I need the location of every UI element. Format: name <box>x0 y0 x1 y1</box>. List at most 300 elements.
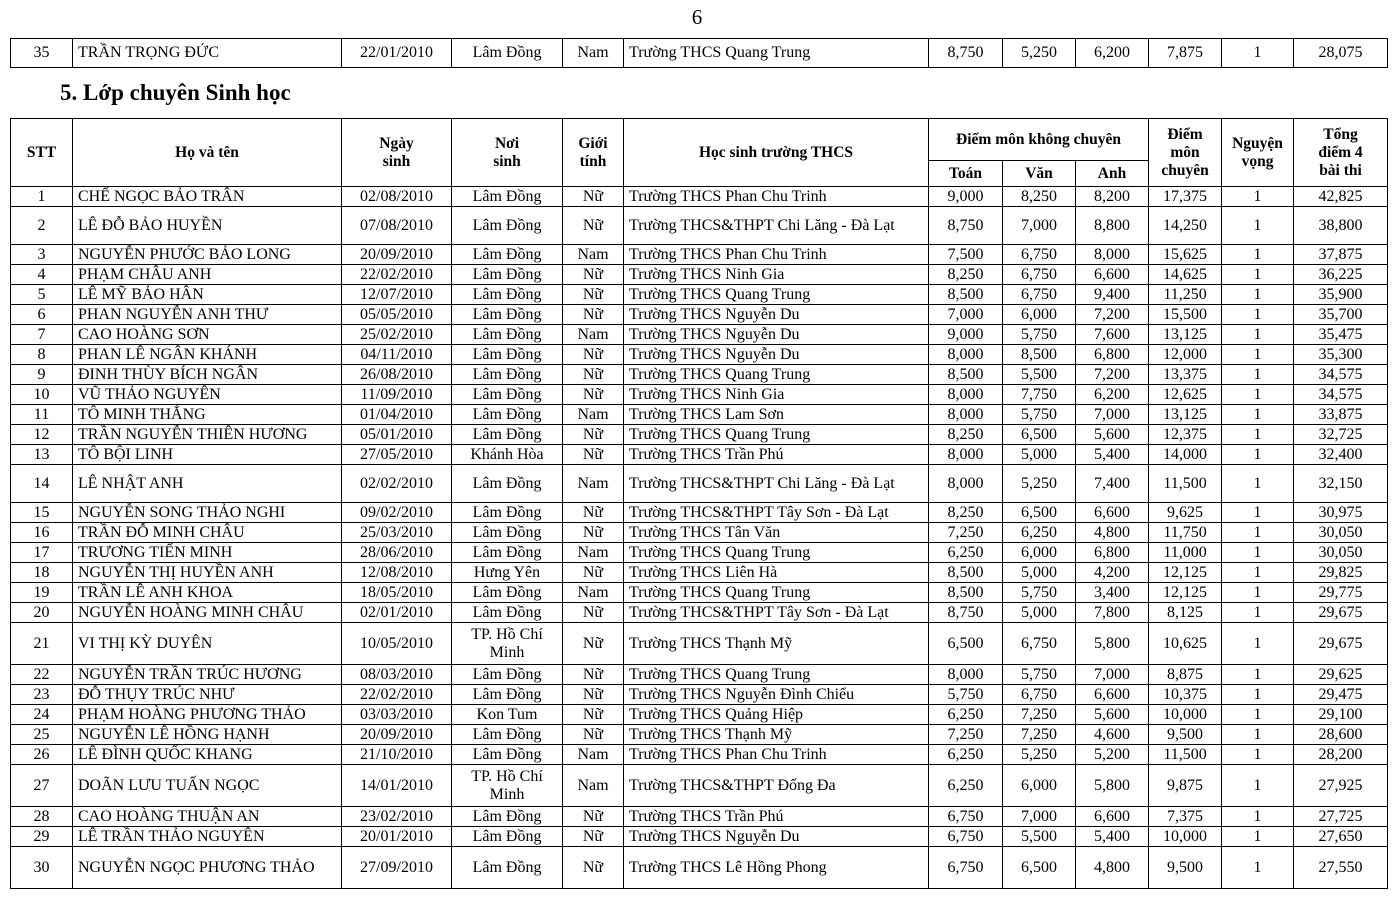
cell-stt: 28 <box>11 807 73 827</box>
table-row <box>11 725 1388 745</box>
cell-name: LÊ TRẦN THẢO NGUYÊN <box>73 827 342 847</box>
cell-school: Trường THCS Nguyễn Du <box>624 305 929 325</box>
cell-birthplace: Lâm Đồng <box>452 503 563 523</box>
cell-stt: 6 <box>11 305 73 325</box>
cell-dob: 12/07/2010 <box>342 285 452 305</box>
table-row <box>11 705 1388 725</box>
cell-math: 8,000 <box>929 385 1003 405</box>
cell-stt: 17 <box>11 543 73 563</box>
cell-gender: Nữ <box>563 305 624 325</box>
cell-total: 27,925 <box>1294 765 1388 807</box>
cell-aspiration: 1 <box>1222 523 1294 543</box>
cell-specialized-score: 15,500 <box>1149 305 1222 325</box>
cell-literature: 6,000 <box>1003 765 1076 807</box>
cell-gender: Nữ <box>563 523 624 543</box>
cell-english: 7,800 <box>1076 603 1149 623</box>
cell-dob: 28/06/2010 <box>342 543 452 563</box>
cell-aspiration: 1 <box>1222 265 1294 285</box>
cell-english: 6,600 <box>1076 807 1149 827</box>
table-row <box>11 623 1388 665</box>
cell-stt: 2 <box>11 207 73 245</box>
cell-stt: 10 <box>11 385 73 405</box>
cell-specialized-score: 8,125 <box>1149 603 1222 623</box>
cell-dob: 26/08/2010 <box>342 365 452 385</box>
cell-name: NGUYỄN SONG THẢO NGHI <box>73 503 342 523</box>
cell-gender: Nam <box>563 583 624 603</box>
cell-math: 6,750 <box>929 827 1003 847</box>
cell-name: LÊ NHẬT ANH <box>73 465 342 503</box>
cell-gender: Nữ <box>563 725 624 745</box>
cell-gender: Nam <box>563 245 624 265</box>
cell-school: Trường THCS Quảng Hiệp <box>624 705 929 725</box>
cell-name: DOÃN LƯU TUẤN NGỌC <box>73 765 342 807</box>
cell-total: 29,475 <box>1294 685 1388 705</box>
cell-aspiration: 1 <box>1222 705 1294 725</box>
cell-stt: 1 <box>11 187 73 207</box>
cell-aspiration: 1 <box>1222 245 1294 265</box>
cell-english: 6,600 <box>1076 265 1149 285</box>
cell-total: 27,725 <box>1294 807 1388 827</box>
cell-dob: 02/01/2010 <box>342 603 452 623</box>
cell-birthplace: TP. Hồ Chí Minh <box>452 765 563 807</box>
cell-birthplace: Lâm Đồng <box>452 207 563 245</box>
cell-math: 6,750 <box>929 807 1003 827</box>
cell-stt: 35 <box>11 39 73 68</box>
cell-literature: 7,250 <box>1003 705 1076 725</box>
cell-name: TRƯƠNG TIẾN MINH <box>73 543 342 563</box>
cell-math: 8,750 <box>929 207 1003 245</box>
cell-literature: 5,000 <box>1003 603 1076 623</box>
cell-specialized-score: 17,375 <box>1149 187 1222 207</box>
cell-birthplace: Lâm Đồng <box>452 603 563 623</box>
cell-specialized-score: 11,500 <box>1149 465 1222 503</box>
cell-birthplace: Lâm Đồng <box>452 385 563 405</box>
cell-gender: Nữ <box>563 365 624 385</box>
cell-gender: Nữ <box>563 847 624 889</box>
cell-english: 5,800 <box>1076 623 1149 665</box>
table-row <box>11 827 1388 847</box>
cell-dob: 20/09/2010 <box>342 725 452 745</box>
cell-school: Trường THCS Quang Trung <box>624 665 929 685</box>
cell-math: 6,750 <box>929 847 1003 889</box>
cell-school: Trường THCS Nguyễn Du <box>624 325 929 345</box>
header-dob: Ngày sinh <box>342 119 452 187</box>
cell-specialized-score: 12,000 <box>1149 345 1222 365</box>
cell-birthplace: Lâm Đồng <box>452 365 563 385</box>
cell-english: 6,600 <box>1076 503 1149 523</box>
cell-english: 5,800 <box>1076 765 1149 807</box>
cell-specialized-score: 13,125 <box>1149 405 1222 425</box>
cell-gender: Nữ <box>563 705 624 725</box>
cell-specialized-score: 12,125 <box>1149 583 1222 603</box>
cell-total: 30,050 <box>1294 543 1388 563</box>
cell-gender: Nam <box>563 325 624 345</box>
cell-english: 5,600 <box>1076 705 1149 725</box>
cell-literature: 7,250 <box>1003 725 1076 745</box>
cell-dob: 08/03/2010 <box>342 665 452 685</box>
cell-gender: Nữ <box>563 665 624 685</box>
header-gender: Giới tính <box>563 119 624 187</box>
table-body <box>11 187 1388 889</box>
cell-gender: Nam <box>563 543 624 563</box>
cell-total: 28,075 <box>1294 39 1388 68</box>
cell-math: 6,250 <box>929 705 1003 725</box>
cell-birthplace: Lâm Đồng <box>452 583 563 603</box>
cell-birthplace: Lâm Đồng <box>452 405 563 425</box>
table-row <box>11 187 1388 207</box>
cell-math: 8,250 <box>929 265 1003 285</box>
cell-specialized-score: 12,375 <box>1149 425 1222 445</box>
cell-total: 32,150 <box>1294 465 1388 503</box>
cell-school: Trường THCS Nguyễn Du <box>624 345 929 365</box>
cell-dob: 20/01/2010 <box>342 827 452 847</box>
cell-dob: 02/02/2010 <box>342 465 452 503</box>
cell-name: TÔ MINH THẮNG <box>73 405 342 425</box>
cell-aspiration: 1 <box>1222 405 1294 425</box>
cell-specialized-score: 7,875 <box>1149 39 1222 68</box>
cell-dob: 14/01/2010 <box>342 765 452 807</box>
cell-math: 7,500 <box>929 245 1003 265</box>
cell-birthplace: Lâm Đồng <box>452 745 563 765</box>
cell-aspiration: 1 <box>1222 465 1294 503</box>
previous-table-body <box>11 39 1388 68</box>
cell-english: 4,200 <box>1076 563 1149 583</box>
cell-english: 6,200 <box>1076 385 1149 405</box>
cell-birthplace: Kon Tum <box>452 705 563 725</box>
cell-stt: 9 <box>11 365 73 385</box>
cell-dob: 05/01/2010 <box>342 425 452 445</box>
cell-math: 8,750 <box>929 603 1003 623</box>
cell-math: 8,000 <box>929 445 1003 465</box>
cell-total: 29,625 <box>1294 665 1388 685</box>
cell-literature: 6,500 <box>1003 503 1076 523</box>
cell-aspiration: 1 <box>1222 207 1294 245</box>
cell-dob: 21/10/2010 <box>342 745 452 765</box>
cell-math: 8,000 <box>929 405 1003 425</box>
cell-dob: 07/08/2010 <box>342 207 452 245</box>
cell-english: 3,400 <box>1076 583 1149 603</box>
cell-stt: 14 <box>11 465 73 503</box>
cell-total: 27,650 <box>1294 827 1388 847</box>
cell-literature: 8,500 <box>1003 345 1076 365</box>
cell-dob: 25/02/2010 <box>342 325 452 345</box>
cell-aspiration: 1 <box>1222 305 1294 325</box>
cell-dob: 09/02/2010 <box>342 503 452 523</box>
cell-specialized-score: 13,125 <box>1149 325 1222 345</box>
page-number: 6 <box>691 5 703 29</box>
cell-specialized-score: 13,375 <box>1149 365 1222 385</box>
cell-aspiration: 1 <box>1222 685 1294 705</box>
cell-literature: 6,000 <box>1003 543 1076 563</box>
cell-school: Trường THCS&THPT Chi Lăng - Đà Lạt <box>624 207 929 245</box>
cell-aspiration: 1 <box>1222 745 1294 765</box>
cell-aspiration: 1 <box>1222 325 1294 345</box>
cell-gender: Nữ <box>563 563 624 583</box>
cell-math: 7,250 <box>929 725 1003 745</box>
cell-name: TRẦN NGUYỄN THIÊN HƯƠNG <box>73 425 342 445</box>
table-row <box>11 207 1388 245</box>
cell-aspiration: 1 <box>1222 665 1294 685</box>
cell-total: 32,725 <box>1294 425 1388 445</box>
header-aspiration: Nguyện vọng <box>1222 119 1294 187</box>
cell-specialized-score: 8,875 <box>1149 665 1222 685</box>
cell-literature: 8,250 <box>1003 187 1076 207</box>
cell-literature: 5,750 <box>1003 583 1076 603</box>
cell-aspiration: 1 <box>1222 503 1294 523</box>
cell-name: NGUYỄN LÊ HỒNG HẠNH <box>73 725 342 745</box>
table-row <box>11 265 1388 285</box>
cell-english: 4,800 <box>1076 523 1149 543</box>
cell-literature: 6,250 <box>1003 523 1076 543</box>
cell-specialized-score: 14,250 <box>1149 207 1222 245</box>
cell-school: Trường THCS Quang Trung <box>624 39 929 68</box>
cell-specialized-score: 11,750 <box>1149 523 1222 543</box>
cell-total: 35,475 <box>1294 325 1388 345</box>
cell-gender: Nữ <box>563 265 624 285</box>
table-row <box>11 563 1388 583</box>
cell-name: PHẠM CHÂU ANH <box>73 265 342 285</box>
cell-birthplace: Lâm Đồng <box>452 827 563 847</box>
cell-birthplace: Lâm Đồng <box>452 187 563 207</box>
cell-math: 7,000 <box>929 305 1003 325</box>
cell-literature: 5,000 <box>1003 445 1076 465</box>
cell-aspiration: 1 <box>1222 807 1294 827</box>
cell-aspiration: 1 <box>1222 445 1294 465</box>
cell-gender: Nữ <box>563 285 624 305</box>
cell-birthplace: Lâm Đồng <box>452 305 563 325</box>
table-row <box>11 285 1388 305</box>
cell-school: Trường THCS Quang Trung <box>624 365 929 385</box>
cell-stt: 25 <box>11 725 73 745</box>
cell-name: NGUYỄN NGỌC PHƯƠNG THẢO <box>73 847 342 889</box>
table-row <box>11 847 1388 889</box>
cell-stt: 29 <box>11 827 73 847</box>
cell-stt: 8 <box>11 345 73 365</box>
cell-literature: 5,500 <box>1003 827 1076 847</box>
table-row <box>11 39 1388 68</box>
table-row <box>11 405 1388 425</box>
table-row <box>11 245 1388 265</box>
cell-specialized-score: 12,125 <box>1149 563 1222 583</box>
cell-math: 8,250 <box>929 425 1003 445</box>
section-title: 5. Lớp chuyên Sinh học <box>60 80 291 105</box>
cell-math: 7,250 <box>929 523 1003 543</box>
cell-school: Trường THCS Ninh Gia <box>624 385 929 405</box>
cell-specialized-score: 10,375 <box>1149 685 1222 705</box>
cell-aspiration: 1 <box>1222 425 1294 445</box>
cell-birthplace: Lâm Đồng <box>452 425 563 445</box>
cell-birthplace: Lâm Đồng <box>452 685 563 705</box>
cell-dob: 11/09/2010 <box>342 385 452 405</box>
cell-total: 32,400 <box>1294 445 1388 465</box>
cell-specialized-score: 11,500 <box>1149 745 1222 765</box>
cell-literature: 5,750 <box>1003 325 1076 345</box>
cell-dob: 27/05/2010 <box>342 445 452 465</box>
cell-literature: 7,750 <box>1003 385 1076 405</box>
cell-stt: 3 <box>11 245 73 265</box>
table-row <box>11 583 1388 603</box>
cell-english: 5,400 <box>1076 445 1149 465</box>
cell-gender: Nữ <box>563 827 624 847</box>
header-total: Tổng điểm 4 bài thi <box>1294 119 1388 187</box>
cell-stt: 24 <box>11 705 73 725</box>
cell-total: 30,975 <box>1294 503 1388 523</box>
cell-name: CAO HOÀNG THUẬN AN <box>73 807 342 827</box>
cell-specialized-score: 10,625 <box>1149 623 1222 665</box>
cell-literature: 5,750 <box>1003 405 1076 425</box>
cell-name: VI THỊ KỲ DUYÊN <box>73 623 342 665</box>
cell-aspiration: 1 <box>1222 365 1294 385</box>
cell-literature: 6,750 <box>1003 285 1076 305</box>
cell-gender: Nam <box>563 765 624 807</box>
table-row <box>11 365 1388 385</box>
cell-birthplace: Lâm Đồng <box>452 345 563 365</box>
cell-math: 6,500 <box>929 623 1003 665</box>
table-row <box>11 465 1388 503</box>
cell-school: Trường THCS Thạnh Mỹ <box>624 725 929 745</box>
cell-stt: 27 <box>11 765 73 807</box>
cell-name: TÔ BỘI LINH <box>73 445 342 465</box>
cell-math: 8,500 <box>929 365 1003 385</box>
cell-aspiration: 1 <box>1222 827 1294 847</box>
table-row <box>11 807 1388 827</box>
cell-birthplace: Lâm Đồng <box>452 807 563 827</box>
table-header <box>11 119 1388 187</box>
cell-math: 8,500 <box>929 563 1003 583</box>
table-row <box>11 325 1388 345</box>
cell-math: 5,750 <box>929 685 1003 705</box>
cell-dob: 27/09/2010 <box>342 847 452 889</box>
table-row <box>11 425 1388 445</box>
cell-name: NGUYỄN HOÀNG MINH CHÂU <box>73 603 342 623</box>
cell-english: 6,800 <box>1076 543 1149 563</box>
cell-aspiration: 1 <box>1222 603 1294 623</box>
cell-dob: 22/02/2010 <box>342 685 452 705</box>
cell-gender: Nữ <box>563 685 624 705</box>
cell-total: 29,825 <box>1294 563 1388 583</box>
cell-stt: 15 <box>11 503 73 523</box>
header-birthplace: Nơi sinh <box>452 119 563 187</box>
cell-gender: Nữ <box>563 425 624 445</box>
cell-dob: 22/02/2010 <box>342 265 452 285</box>
cell-name: LÊ ĐỖ BẢO HUYỀN <box>73 207 342 245</box>
cell-school: Trường THCS Quang Trung <box>624 583 929 603</box>
cell-gender: Nam <box>563 405 624 425</box>
cell-school: Trường THCS Liên Hà <box>624 563 929 583</box>
cell-name: VŨ THẢO NGUYÊN <box>73 385 342 405</box>
cell-math: 8,750 <box>929 39 1003 68</box>
cell-school: Trường THCS Quang Trung <box>624 285 929 305</box>
cell-total: 35,900 <box>1294 285 1388 305</box>
cell-aspiration: 1 <box>1222 385 1294 405</box>
cell-literature: 6,000 <box>1003 305 1076 325</box>
cell-name: PHAN NGUYỄN ANH THƯ <box>73 305 342 325</box>
cell-specialized-score: 7,375 <box>1149 807 1222 827</box>
cell-literature: 6,500 <box>1003 847 1076 889</box>
header-math: Toán <box>929 161 1003 187</box>
cell-total: 29,675 <box>1294 603 1388 623</box>
cell-gender: Nữ <box>563 807 624 827</box>
cell-birthplace: Lâm Đồng <box>452 325 563 345</box>
cell-aspiration: 1 <box>1222 39 1294 68</box>
cell-school: Trường THCS Trần Phú <box>624 445 929 465</box>
cell-literature: 5,250 <box>1003 39 1076 68</box>
cell-total: 30,050 <box>1294 523 1388 543</box>
cell-english: 8,800 <box>1076 207 1149 245</box>
cell-specialized-score: 12,625 <box>1149 385 1222 405</box>
cell-english: 4,600 <box>1076 725 1149 745</box>
table-row <box>11 345 1388 365</box>
cell-school: Trường THCS Trần Phú <box>624 807 929 827</box>
cell-name: CAO HOÀNG SƠN <box>73 325 342 345</box>
cell-total: 35,700 <box>1294 305 1388 325</box>
header-specialized-score: Điểm môn chuyên <box>1149 119 1222 187</box>
cell-school: Trường THCS Nguyễn Du <box>624 827 929 847</box>
header-stt: STT <box>11 119 73 187</box>
table-row <box>11 765 1388 807</box>
cell-total: 27,550 <box>1294 847 1388 889</box>
cell-stt: 7 <box>11 325 73 345</box>
cell-literature: 6,750 <box>1003 245 1076 265</box>
cell-english: 5,200 <box>1076 745 1149 765</box>
cell-total: 37,875 <box>1294 245 1388 265</box>
cell-name: TRẦN TRỌNG ĐỨC <box>73 39 342 68</box>
cell-total: 28,200 <box>1294 745 1388 765</box>
cell-name: TRẦN ĐỖ MINH CHÂU <box>73 523 342 543</box>
cell-dob: 12/08/2010 <box>342 563 452 583</box>
cell-stt: 23 <box>11 685 73 705</box>
table-row <box>11 745 1388 765</box>
cell-gender: Nữ <box>563 385 624 405</box>
cell-stt: 4 <box>11 265 73 285</box>
cell-stt: 13 <box>11 445 73 465</box>
cell-math: 6,250 <box>929 543 1003 563</box>
cell-name: PHAN LÊ NGÂN KHÁNH <box>73 345 342 365</box>
results-table <box>10 118 1388 889</box>
cell-birthplace: Lâm Đồng <box>452 285 563 305</box>
cell-aspiration: 1 <box>1222 285 1294 305</box>
cell-birthplace: Lâm Đồng <box>452 245 563 265</box>
cell-aspiration: 1 <box>1222 623 1294 665</box>
header-non-specialized: Điểm môn không chuyên <box>929 119 1149 161</box>
cell-aspiration: 1 <box>1222 725 1294 745</box>
cell-dob: 23/02/2010 <box>342 807 452 827</box>
cell-stt: 18 <box>11 563 73 583</box>
header-english: Anh <box>1076 161 1149 187</box>
cell-dob: 05/05/2010 <box>342 305 452 325</box>
cell-school: Trường THCS Thạnh Mỹ <box>624 623 929 665</box>
cell-gender: Nam <box>563 465 624 503</box>
table-row <box>11 685 1388 705</box>
cell-birthplace: Lâm Đồng <box>452 543 563 563</box>
cell-literature: 6,750 <box>1003 623 1076 665</box>
cell-dob: 25/03/2010 <box>342 523 452 543</box>
cell-english: 8,200 <box>1076 187 1149 207</box>
cell-literature: 5,250 <box>1003 465 1076 503</box>
cell-specialized-score: 9,875 <box>1149 765 1222 807</box>
cell-math: 6,250 <box>929 765 1003 807</box>
cell-total: 36,225 <box>1294 265 1388 285</box>
cell-birthplace: Lâm Đồng <box>452 665 563 685</box>
cell-specialized-score: 11,250 <box>1149 285 1222 305</box>
cell-birthplace: Lâm Đồng <box>452 847 563 889</box>
cell-name: LÊ MỸ BẢO HÂN <box>73 285 342 305</box>
cell-gender: Nam <box>563 745 624 765</box>
cell-stt: 16 <box>11 523 73 543</box>
cell-gender: Nữ <box>563 603 624 623</box>
cell-specialized-score: 10,000 <box>1149 827 1222 847</box>
cell-gender: Nam <box>563 39 624 68</box>
